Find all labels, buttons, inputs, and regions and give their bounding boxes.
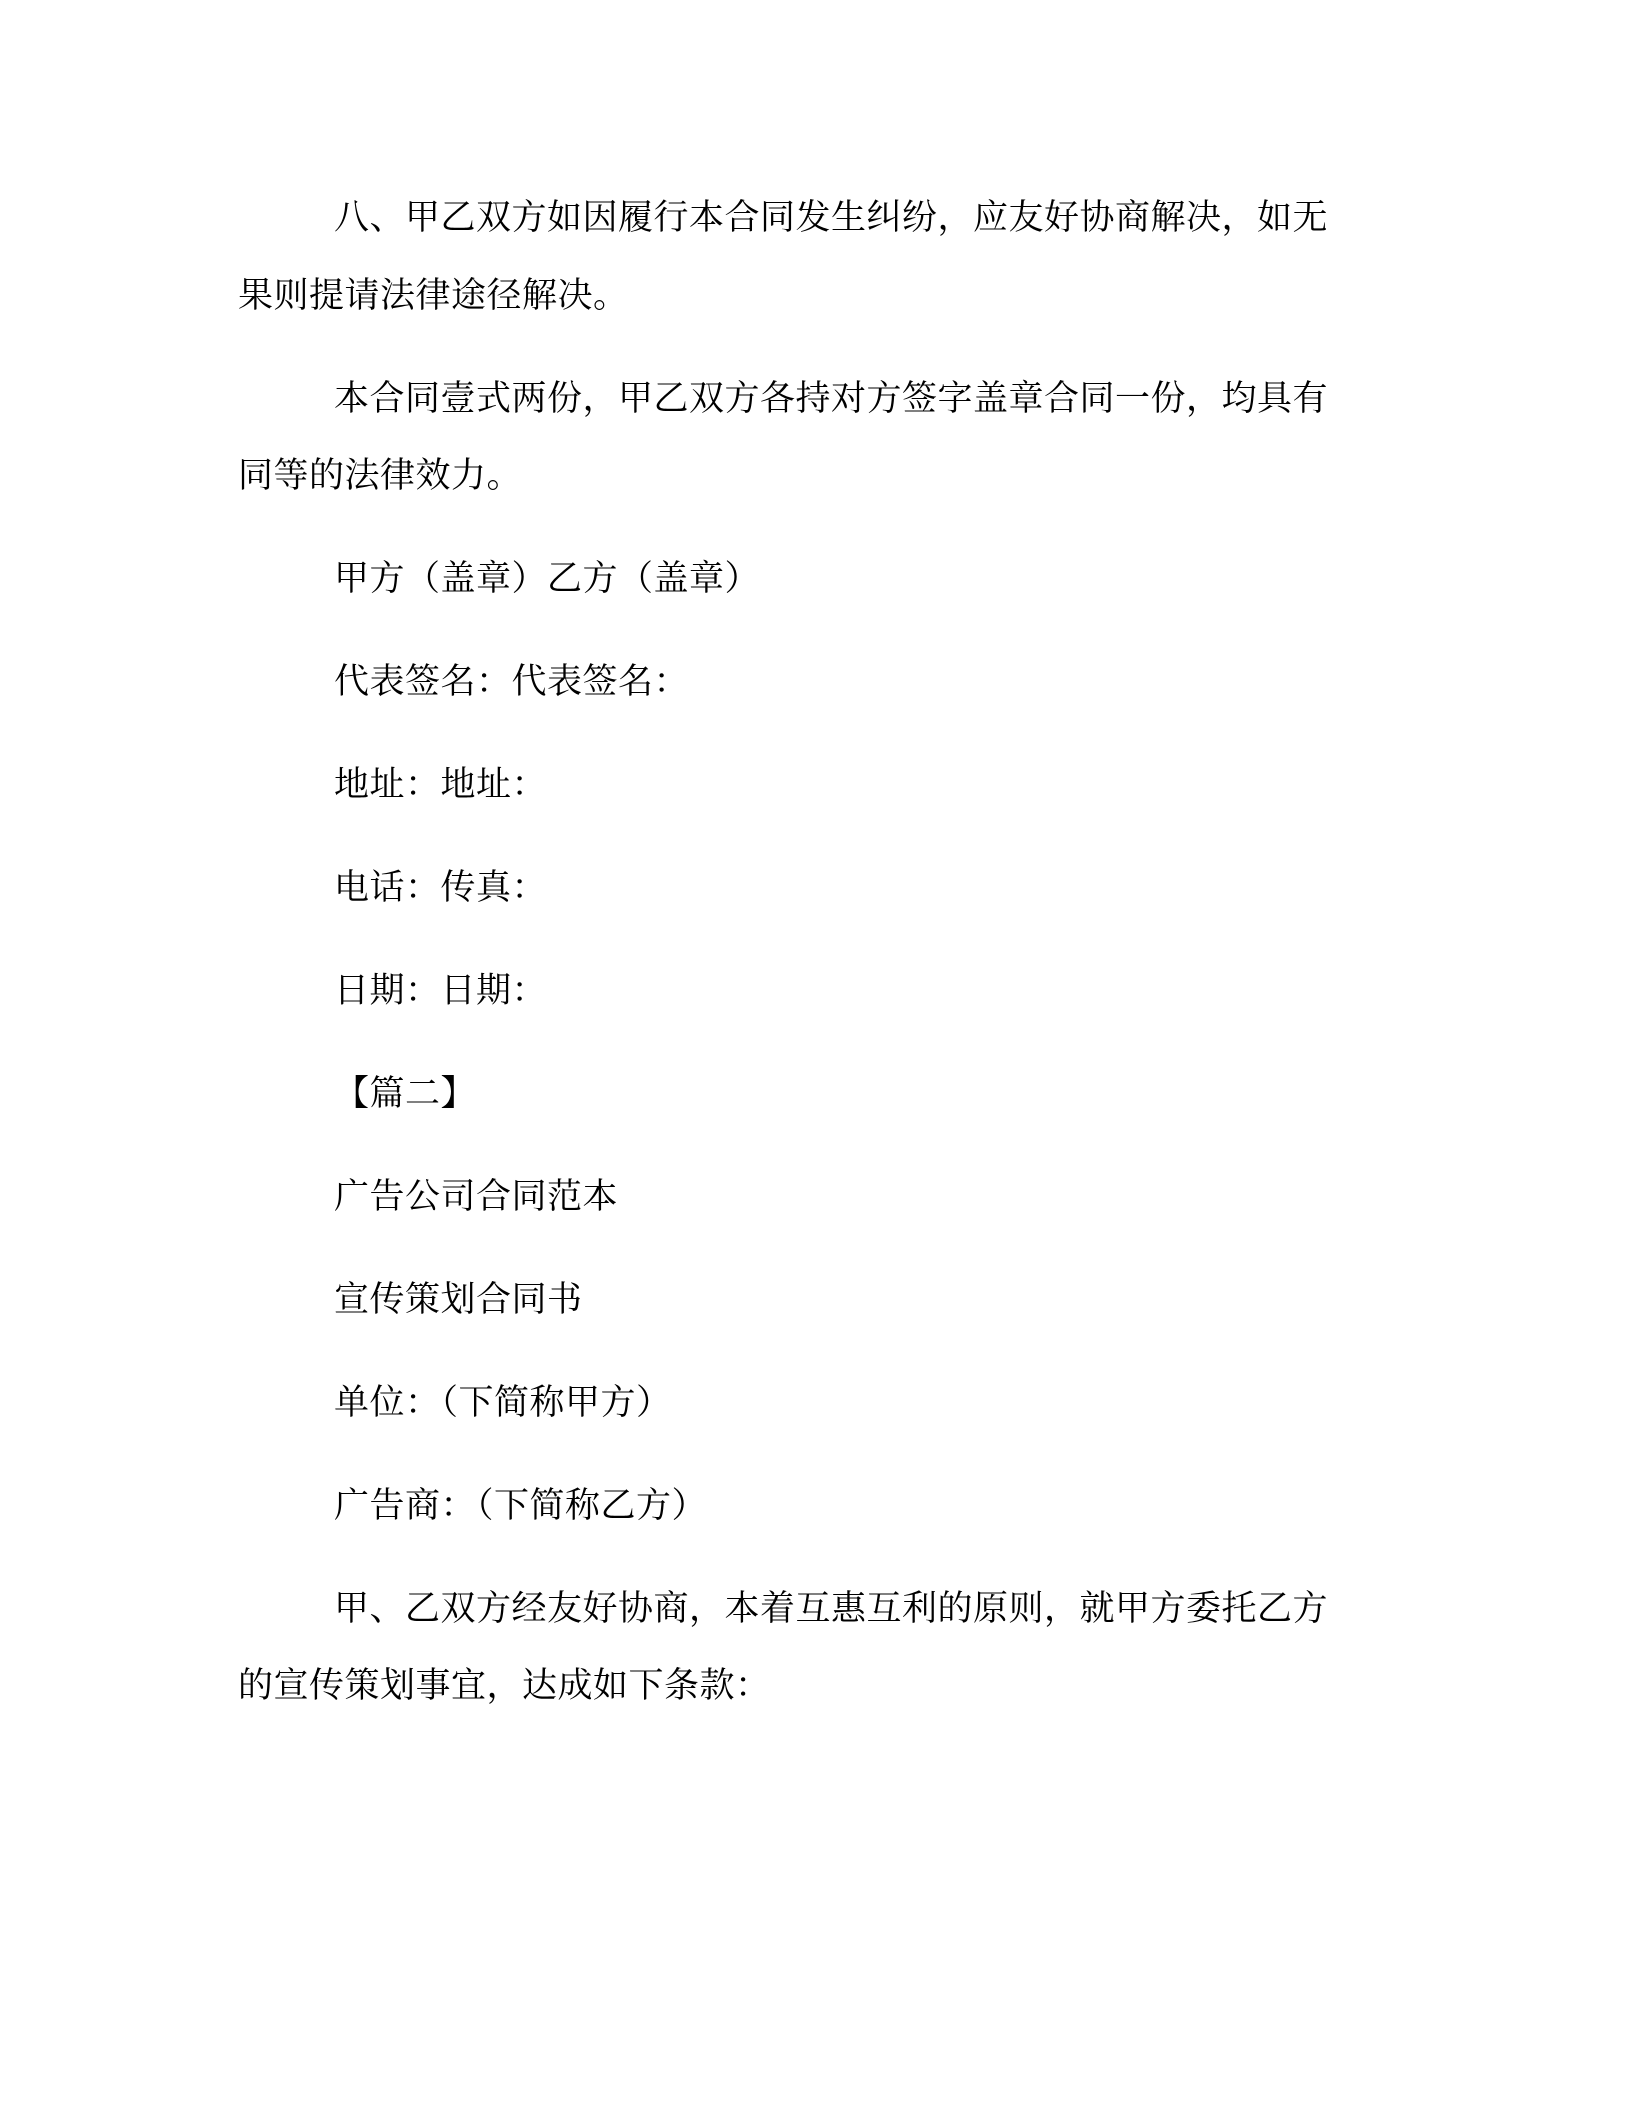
- date-line: 日期：日期：: [334, 971, 548, 1011]
- copies-paragraph-line-1: 本合同壹式两份，甲乙双方各持对方签字盖章合同一份，均具有: [334, 379, 1329, 419]
- contract-subtitle: 宣传策划合同书: [334, 1280, 583, 1320]
- signature-line: 代表签名：代表签名：: [334, 662, 690, 702]
- address-line: 地址：地址：: [334, 765, 548, 805]
- phone-fax-line: 电话：传真：: [334, 868, 548, 908]
- intro-paragraph-line-2: 的宣传策划事宜，达成如下条款：: [238, 1666, 771, 1706]
- contract-title: 广告公司合同范本: [334, 1177, 619, 1217]
- section-heading: 【篇二】: [334, 1074, 477, 1114]
- party-b-line: 广告商：（下简称乙方）: [334, 1486, 708, 1526]
- paragraph-8-line-1: 八、甲乙双方如因履行本合同发生纠纷，应友好协商解决，如无: [334, 198, 1329, 238]
- copies-paragraph-line-2: 同等的法律效力。: [238, 456, 523, 496]
- party-a-line: 单位：（下简称甲方）: [334, 1383, 672, 1423]
- paragraph-8-line-2: 果则提请法律途径解决。: [238, 276, 629, 316]
- intro-paragraph-line-1: 甲、乙双方经友好协商，本着互惠互利的原则，就甲方委托乙方: [334, 1589, 1329, 1629]
- seal-line: 甲方（盖章）乙方（盖章）: [334, 559, 761, 599]
